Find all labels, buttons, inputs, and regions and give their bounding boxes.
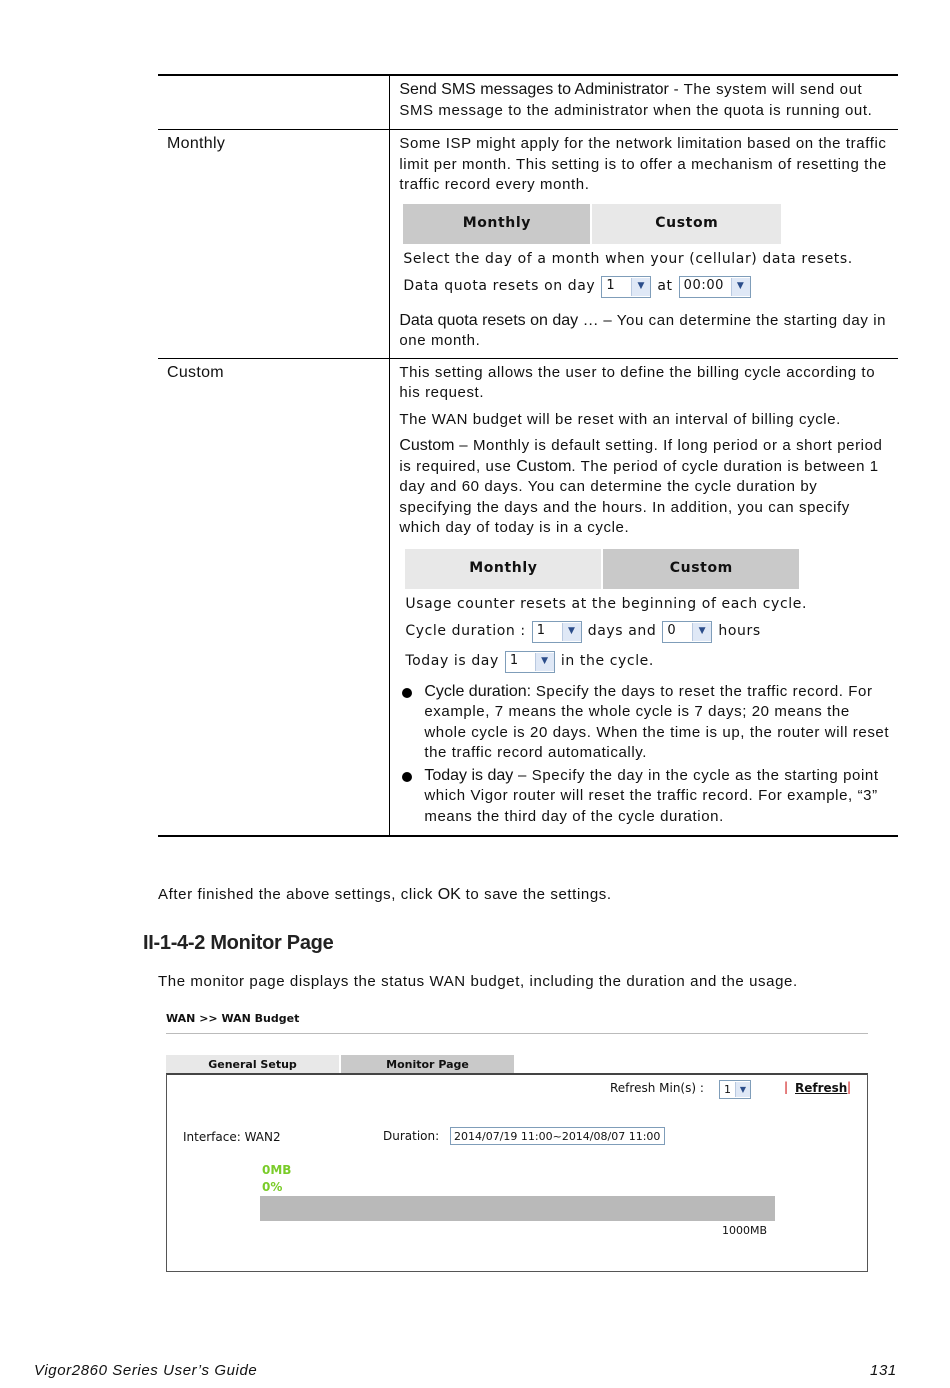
tab-monthly[interactable]: Monthly — [405, 549, 601, 589]
tab-monthly[interactable]: Monthly — [403, 204, 590, 244]
chevron-down-icon: ▼ — [535, 653, 554, 671]
section-intro: The monitor page displays the status WAN budget, including the duration and the usage. — [158, 973, 798, 990]
after-settings-note — [158, 886, 612, 904]
used-percent: 0% — [262, 1180, 283, 1194]
today-label: Today is day — [405, 653, 499, 670]
in-cycle-label: in the cycle. — [560, 653, 654, 670]
chevron-down-icon: ▼ — [562, 623, 581, 641]
desc-text: The WAN budget will be reset with an interval of billing cycle. — [399, 410, 841, 428]
usage-bar — [260, 1196, 775, 1221]
term: Send SMS messages to Administrator — [399, 81, 669, 98]
term: Custom — [516, 457, 572, 475]
divider — [166, 1033, 868, 1034]
reset-day-value: 1 — [606, 278, 616, 294]
interface-label: Interface: WAN2 — [183, 1130, 281, 1144]
chevron-down-icon: ▼ — [631, 278, 650, 296]
days-and-label: days and — [587, 623, 657, 640]
note-text: After finished the above settings, click — [158, 886, 438, 903]
desc-text: Specify the days to reset the traffic record. For example, 7 means the whole cycle is 7 days; 20 means the whole cycle is 20 days. When the time is up, the router will reset the traffic record automatically. — [424, 682, 890, 761]
desc-text: – Specify the day in the cycle as the starting point which Vigor router will reset the traffic record. For example, “3” means the third day of the cycle duration. — [424, 766, 879, 825]
desc-text: . The period of cycle duration is between 1 day and 60 days. You can determine the cycle duration by specifying the days and the hours. In addition, you can specify which day of today is in a cycle. — [399, 457, 879, 536]
term: Today is day — [424, 766, 514, 784]
duration-field[interactable]: 2014/07/19 11:00~2014/08/07 11:00 — [450, 1127, 665, 1145]
cycle-description: Usage counter resets at the beginning of each cycle. — [405, 596, 807, 613]
spec-table — [158, 74, 898, 837]
bullet-list — [399, 682, 890, 828]
today-day-value: 1 — [509, 653, 519, 669]
term: Custom — [399, 437, 455, 454]
table-row — [158, 130, 898, 359]
refresh-value: 1 — [724, 1083, 731, 1096]
chevron-down-icon: ▼ — [735, 1082, 750, 1097]
desc-text: This setting allows the user to define the billing cycle according to his request. — [399, 363, 876, 401]
tab-custom[interactable]: Custom — [603, 549, 799, 589]
reset-day-select[interactable] — [601, 276, 651, 298]
used-amount: 0MB — [262, 1163, 292, 1177]
row-label — [158, 75, 390, 130]
separator: | — [784, 1080, 789, 1094]
reset-time-value: 00:00 — [683, 278, 725, 294]
at-label: at — [657, 278, 673, 295]
row-label: Monthly — [158, 130, 390, 359]
monthly-settings-snippet — [403, 204, 890, 299]
note-text: to save the settings. — [460, 886, 612, 903]
reset-description: Select the day of a month when your (cellular) data resets. — [403, 251, 853, 268]
term: Cycle duration: — [424, 682, 532, 700]
row-description — [390, 130, 898, 359]
tab-general-setup[interactable]: General Setup — [166, 1055, 339, 1073]
row-description — [390, 75, 898, 130]
page-number: 131 — [870, 1362, 897, 1379]
monitor-panel — [166, 1073, 868, 1272]
bullet-icon — [402, 772, 412, 782]
table-row — [158, 358, 898, 836]
custom-settings-snippet — [405, 549, 890, 674]
cycle-days-value: 1 — [536, 623, 546, 639]
cycle-hours-select[interactable] — [662, 621, 712, 643]
cycle-hours-value: 0 — [667, 623, 677, 639]
list-item — [399, 682, 890, 764]
desc-text: - The system will send out SMS message to the administrator when the quota is running out. — [399, 81, 873, 119]
tab-custom[interactable]: Custom — [592, 204, 781, 244]
term: Data quota resets on day … — [399, 311, 599, 329]
ok-term: OK — [437, 886, 461, 903]
refresh-link[interactable]: Refresh — [795, 1081, 848, 1095]
section-heading: II-1-4-2 Monitor Page — [143, 932, 334, 954]
desc-text: Some ISP might apply for the network limitation based on the traffic limit per month. This setting is to offer a mechanism of resetting the traffic record every month. — [399, 135, 887, 193]
refresh-label: Refresh Min(s) : — [610, 1081, 704, 1095]
reset-day-label: Data quota resets on day — [403, 278, 596, 295]
separator: | — [847, 1080, 852, 1094]
footer-title: Vigor2860 Series User’s Guide — [34, 1362, 258, 1379]
duration-label: Duration: — [383, 1129, 440, 1143]
row-label: Custom — [158, 358, 390, 836]
chevron-down-icon: ▼ — [731, 278, 750, 296]
cycle-duration-label: Cycle duration : — [405, 623, 526, 640]
tab-monitor-page[interactable]: Monitor Page — [341, 1055, 514, 1073]
cycle-days-select[interactable] — [532, 621, 582, 643]
row-description — [390, 358, 898, 836]
desc-text: – Monthly is default setting. If long period or a short period is required, use — [399, 437, 883, 475]
list-item — [399, 766, 890, 828]
breadcrumb: WAN >> WAN Budget — [166, 1012, 300, 1025]
monitor-page-screenshot — [166, 1010, 868, 1272]
budget-max: 1000MB — [722, 1224, 768, 1237]
hours-label: hours — [718, 623, 761, 640]
reset-time-select[interactable] — [679, 276, 751, 298]
desc-text: – You can determine the starting day in one month. — [399, 311, 887, 349]
table-row — [158, 75, 898, 130]
today-day-select[interactable] — [505, 651, 555, 673]
bullet-icon — [402, 688, 412, 698]
refresh-select[interactable] — [719, 1080, 751, 1099]
chevron-down-icon: ▼ — [692, 623, 711, 641]
